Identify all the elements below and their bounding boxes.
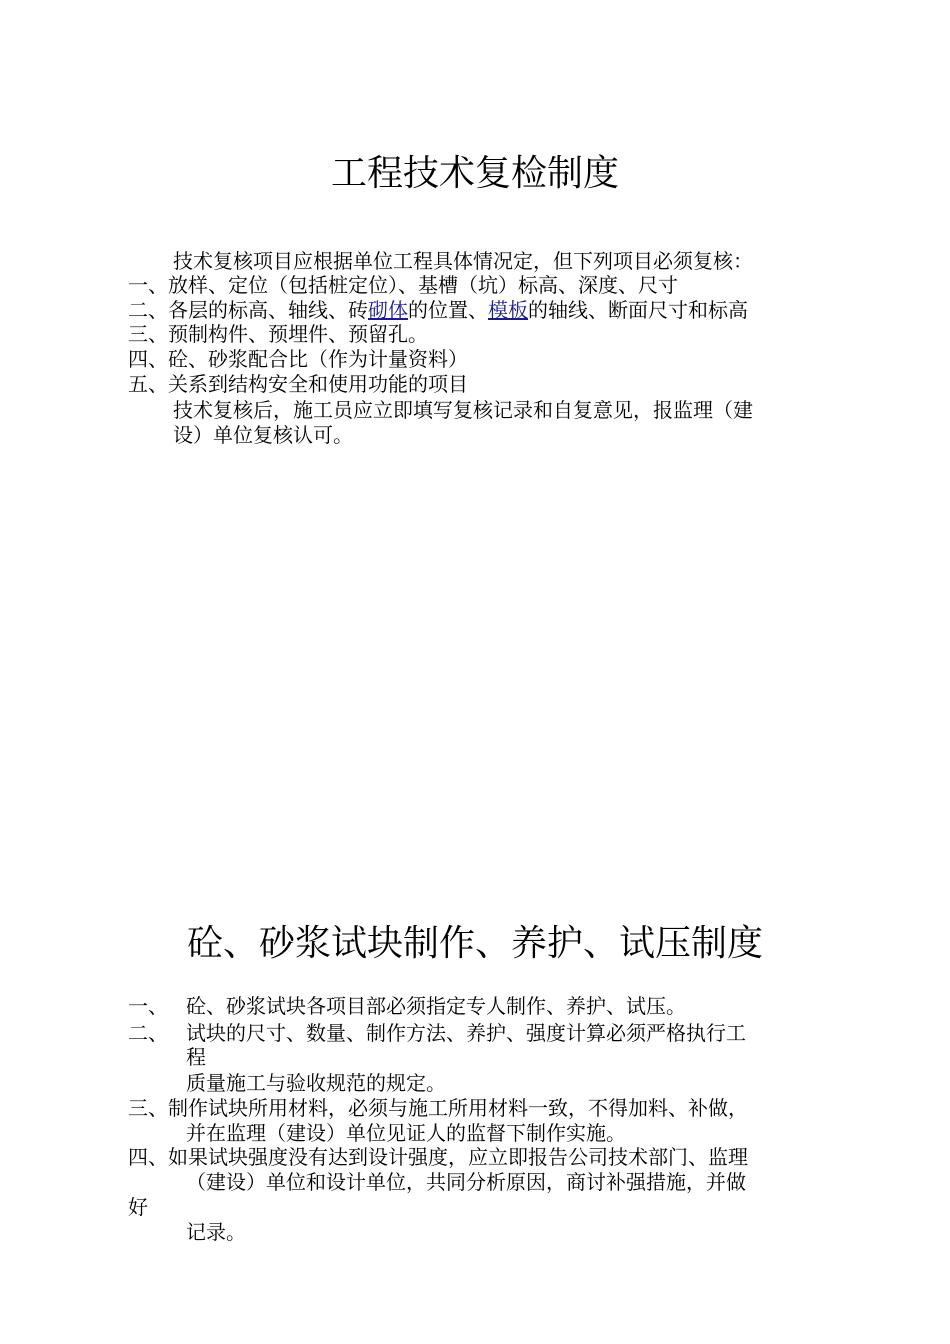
section1-item-5: 五、关系到结构安全和使用功能的项目 xyxy=(128,372,468,396)
section2-item-3-line-1: 三、制作试块所用材料，必须与施工所用材料一致，不得加料、补做， xyxy=(128,1096,748,1120)
masonry-link[interactable]: 砌体 xyxy=(368,298,408,322)
section2-item-4-line-4: 记录。 xyxy=(186,1220,246,1244)
section1-item-2-mid: 的位置、 xyxy=(408,298,488,322)
section1-item-2-pre: 二、各层的标高、轴线、砖 xyxy=(128,298,368,322)
section1-item-4: 四、砼、砂浆配合比（作为计量资料） xyxy=(128,347,468,371)
section2-item-2-line-3: 质量施工与验收规范的规定。 xyxy=(186,1071,446,1095)
section1-intro: 技术复核项目应根据单位工程具体情况定，但下列项目必须复核： xyxy=(173,249,753,273)
section2-item-1-text: 砼、砂浆试块各项目部必须指定专人制作、养护、试压。 xyxy=(186,994,686,1018)
section1-item-2-post: 的轴线、断面尺寸和标高 xyxy=(528,298,748,322)
section2-item-4-line-3: 好 xyxy=(128,1195,148,1219)
section2-item-2-line-2: 程 xyxy=(186,1045,206,1069)
section2-item-3-line-2: 并在监理（建设）单位见证人的监督下制作实施。 xyxy=(186,1121,626,1145)
section1-item-1: 一、放样、定位（包括桩定位）、基槽（坑）标高、深度、尺寸 xyxy=(128,273,678,297)
section2-title: 砼、砂浆试块制作、养护、试压制度 xyxy=(186,923,763,964)
section2-item-4-line-1: 四、如果试块强度没有达到设计强度，应立即报告公司技术部门、监理 xyxy=(128,1145,748,1169)
section2-item-2-line-1: 试块的尺寸、数量、制作方法、养护、强度计算必须严格执行工 xyxy=(186,1021,746,1045)
section2-item-1-number: 一、 xyxy=(128,994,168,1018)
section1-title: 工程技术复检制度 xyxy=(330,153,619,194)
section1-closing-line-1: 技术复核后，施工员应立即填写复核记录和自复意见，报监理（建 xyxy=(173,398,753,422)
section1-closing-line-2: 设）单位复核认可。 xyxy=(173,423,353,447)
formwork-link[interactable]: 模板 xyxy=(488,298,528,322)
section1-item-2 xyxy=(128,298,748,322)
section2-item-2-number: 二、 xyxy=(128,1021,168,1045)
section1-item-3: 三、预制构件、预埋件、预留孔。 xyxy=(128,322,428,346)
section2-item-4-line-2: （建设）单位和设计单位，共同分析原因，商讨补强措施，并做 xyxy=(186,1170,746,1194)
